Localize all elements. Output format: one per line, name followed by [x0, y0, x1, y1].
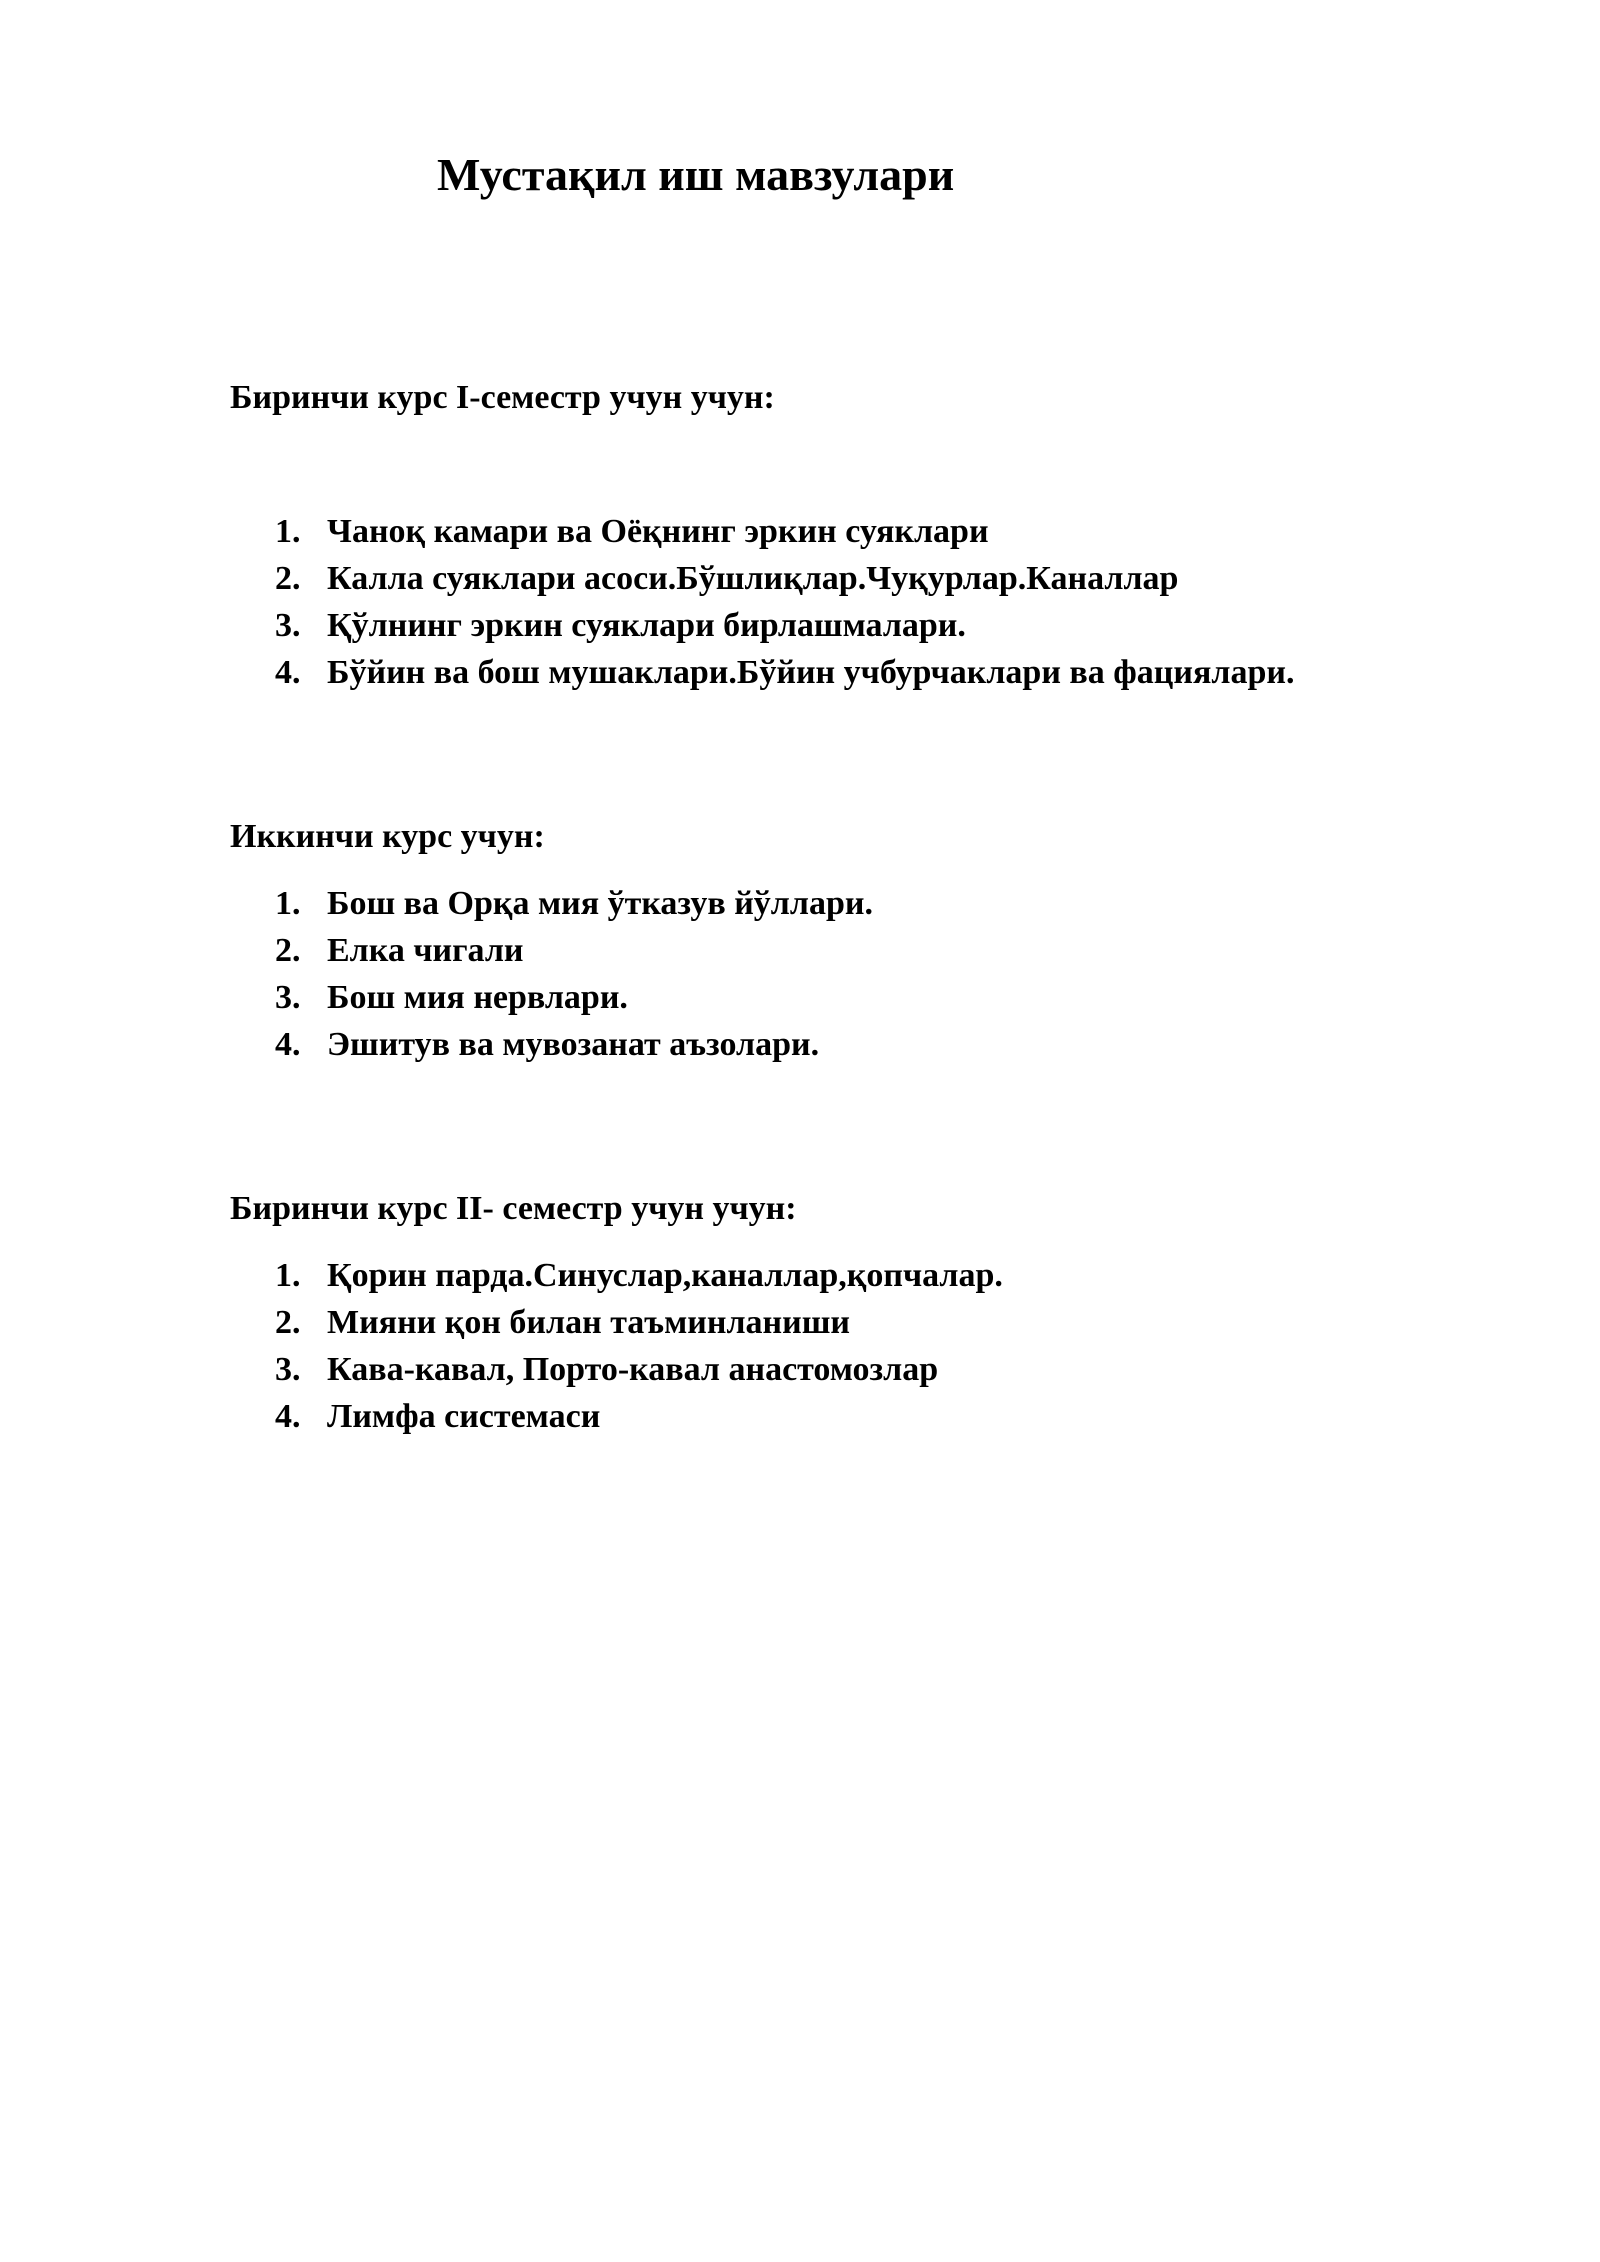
list-item [275, 1021, 873, 1068]
list-item [275, 1252, 1003, 1299]
list-item [275, 927, 873, 974]
list-item-text: Эшитув ва мувозанат аъзолари. [327, 1026, 820, 1063]
list-item-number: 2. [275, 1304, 301, 1341]
list-item-text: Елка чигали [327, 932, 524, 969]
topic-list-first-course-semester-1 [275, 508, 1294, 696]
section-heading-first-course-semester-2: Биринчи курс II- семестр учун учун: [230, 1190, 797, 1227]
list-item-number: 1. [275, 885, 301, 922]
list-item [275, 974, 873, 1021]
list-item-number: 4. [275, 1026, 301, 1063]
list-item-text: Бош мия нервлари. [327, 979, 628, 1016]
section-heading-first-course-semester-1: Биринчи курс I-семестр учун учун: [230, 379, 775, 416]
list-item [275, 649, 1294, 696]
list-item-number: 3. [275, 1351, 301, 1388]
list-item-text: Қорин парда.Синуслар,каналлар,қопчалар. [327, 1257, 1003, 1294]
list-item-number: 2. [275, 560, 301, 597]
list-item-text: Кава-кавал, Порто-кавал анастомозлар [327, 1351, 939, 1388]
page-title: Мустақил иш мавзулари [437, 149, 955, 200]
list-item-number: 3. [275, 979, 301, 1016]
list-item-number: 4. [275, 654, 301, 691]
list-item-number: 1. [275, 1257, 301, 1294]
list-item [275, 555, 1294, 602]
list-item-text: Калла суяклари асоси.Бўшлиқлар.Чуқурлар.Каналлар [327, 560, 1179, 597]
list-item [275, 1299, 1003, 1346]
topic-list-second-course [275, 880, 873, 1068]
list-item [275, 1393, 1003, 1440]
list-item-text: Мияни қон билан таъминланиши [327, 1304, 851, 1341]
list-item-number: 3. [275, 607, 301, 644]
list-item-text: Бўйин ва бош мушаклари.Бўйин учбурчаклари ва фациялари. [327, 654, 1295, 691]
list-item [275, 508, 1294, 555]
list-item-text: Қўлнинг эркин суяклари бирлашмалари. [327, 607, 966, 644]
list-item-text: Лимфа системаси [327, 1398, 601, 1435]
list-item [275, 602, 1294, 649]
list-item-number: 1. [275, 513, 301, 550]
topic-list-first-course-semester-2 [275, 1252, 1003, 1440]
list-item-text: Бош ва Орқа мия ўтказув йўллари. [327, 885, 873, 922]
list-item [275, 1346, 1003, 1393]
list-item-text: Чаноқ камари ва Оёқнинг эркин суяклари [327, 513, 989, 550]
list-item [275, 880, 873, 927]
section-heading-second-course: Иккинчи курс учун: [230, 818, 545, 855]
list-item-number: 4. [275, 1398, 301, 1435]
list-item-number: 2. [275, 932, 301, 969]
